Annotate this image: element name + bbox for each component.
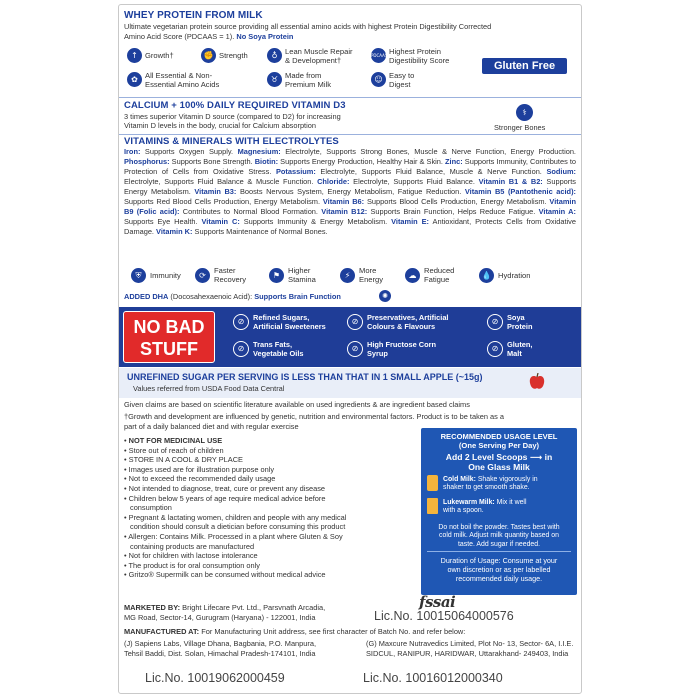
product-label-panel xyxy=(118,4,582,694)
no-bad-item-5 xyxy=(367,340,436,358)
whey-line-2 xyxy=(124,32,293,42)
lukewarm-milk-icon xyxy=(427,498,438,514)
whey-line-2-text: Amino Acid Score (PDCAAS = 1). xyxy=(124,32,235,41)
caution-text: Allergen: Contains Milk. Processed in a plant where Gluten & Soy xyxy=(128,531,343,541)
vit-value: Supports Immunity, Contributes to Protection of Cells from Oxidative Stress. xyxy=(124,157,577,176)
usage-duration-2: own discretion or as per labelled xyxy=(447,565,551,574)
no-bad-item-5-l2: Syrup xyxy=(367,349,388,358)
cold-milk-value-2: shaker to get smooth shake. xyxy=(443,484,530,492)
lukewarm-milk-key: Lukewarm Milk: xyxy=(443,499,495,506)
pdcaas-label-1: Highest Protein xyxy=(389,47,441,56)
usage-note-1: Do not boil the powder. Tastes best with xyxy=(438,524,560,531)
lukewarm-milk-text xyxy=(443,499,526,516)
vit-key: Vitamin C: xyxy=(201,217,240,226)
shield-icon: ⛨ xyxy=(131,268,146,283)
milk-label-1: Made from xyxy=(285,71,322,80)
manufactured-value: For Manufacturing Unit address, see first character of Batch No. and refer below: xyxy=(199,627,466,636)
apple-note: Values referred from USDA Food Data Central xyxy=(133,384,285,393)
marketed-by xyxy=(124,603,325,613)
caution-text: Gritzo® Supermilk can be consumed without medical advice xyxy=(128,570,326,580)
caution-text: Store out of reach of children xyxy=(128,445,224,455)
no-bad-item-4-l2: Vegetable Oils xyxy=(253,349,304,358)
amino-acids-icon: ✿ xyxy=(127,72,142,87)
vit-key: Magnesium: xyxy=(237,147,281,156)
amino-label-1: All Essential & Non- xyxy=(145,71,213,80)
vit-value: Supports Immunity & Energy Metabolism. xyxy=(239,217,392,226)
vit-value: Electrolyte, Supports Strong Bones, Muscle & Nerve Function, Energy Production. xyxy=(280,147,576,156)
caution-item: • Allergen: Contains Milk. Processed in a plant where Gluten & Soy containing products are manufactured xyxy=(124,531,343,551)
vit-key: Iron: xyxy=(124,147,141,156)
unit-g-line-1: (G) Maxcure Nutravedics Limited, Plot No- 13, Sector- 6A, I.I.E. xyxy=(366,639,574,648)
vit-key: Sodium: xyxy=(546,167,576,176)
caution-item: • The product is for oral consumption only xyxy=(124,560,260,570)
fssai-license-unit-j: Lic.No. 10019062000459 xyxy=(145,671,285,685)
benefit-recovery xyxy=(214,267,246,284)
vit-value: Supports Blood Cells Production, Energy Metabolism. xyxy=(364,197,550,206)
caution-text: The product is for oral consumption only xyxy=(128,560,260,570)
dha-line xyxy=(124,292,341,302)
vit-value: Contributes to Normal Blood Formation. xyxy=(179,207,322,216)
whey-line-1: Ultimate vegetarian protein source providing all essential amino acids with highest Protein Digestibility Corrected xyxy=(124,22,492,31)
caution-text: Pregnant & lactating women, children and people with any medical xyxy=(128,512,347,522)
caution-item: • Children below 5 years of age require medical advice before consumption xyxy=(124,493,326,513)
fatigue-label-1: Reduced xyxy=(424,266,455,275)
vit-key: Biotin: xyxy=(254,157,279,166)
fssai-license-marketer: Lic.No. 10015064000576 xyxy=(374,609,514,623)
caution-item: • Not to exceed the recommended daily usage xyxy=(124,474,276,484)
vit-value: Supports Maintenance of Normal Bones. xyxy=(192,227,328,236)
stamina-label-2: Stamina xyxy=(288,274,316,284)
vit-value: Supports Energy Metabolism. xyxy=(124,177,576,196)
no-bad-item-3-l1: Soya xyxy=(507,313,525,322)
no-sugar-icon: ⊘ xyxy=(233,314,249,330)
no-bad-item-3 xyxy=(507,313,532,331)
unit-g-line-2: SIDCUL, RANIPUR, HARIDWAR, Uttarakhand- 249403, India xyxy=(366,649,569,658)
whey-title: WHEY PROTEIN FROM MILK xyxy=(124,10,263,21)
no-bad-item-2-l2: Colours & Flavours xyxy=(367,322,436,331)
no-bad-item-2-l1: Preservatives, Artificial xyxy=(367,313,449,322)
vit-value: Electrolyte, Supports Fluid Balance, Muscle & Nerve Function. xyxy=(315,167,547,176)
milk-label-2: Premium Milk xyxy=(285,79,331,89)
stamina-label-1: Higher xyxy=(288,266,311,275)
vit-value: Electrolyte, Supports Fluid Balance & Muscle Function. xyxy=(124,177,318,186)
water-drop-icon: 💧 xyxy=(479,268,494,283)
vit-key: Chloride: xyxy=(317,177,350,186)
caution-text: Children below 5 years of age require medical advice before xyxy=(128,493,326,503)
usage-duration xyxy=(421,556,577,583)
vit-key: Vitamin B9 (Folic acid): xyxy=(124,197,576,216)
cow-milk-icon: ♉ xyxy=(267,72,282,87)
usage-duration-3: recommended daily usage. xyxy=(455,574,543,583)
amino-label-2: Essential Amino Acids xyxy=(145,79,220,89)
muscle-icon: ♁ xyxy=(267,48,282,63)
whey-icon-label-pdcaas xyxy=(389,48,449,65)
caution-item: • NOT FOR MEDICINAL USE xyxy=(124,436,223,445)
vit-key: Vitamin K: xyxy=(156,227,193,236)
caution-item: • Gritzo® Supermilk can be consumed without medical advice xyxy=(124,570,326,580)
vit-value: Supports Oxygen Supply. xyxy=(140,147,238,156)
usage-note-2: cold milk. Adjust milk quantity based on xyxy=(439,532,559,540)
no-soya-text: No Soya Protein xyxy=(236,32,294,41)
caution-list xyxy=(124,436,414,580)
manufactured-at xyxy=(124,627,465,637)
muscle-label-1: Lean Muscle Repair xyxy=(285,47,353,56)
strength-icon: ✊ xyxy=(201,48,216,63)
brain-icon: ✺ xyxy=(379,290,391,302)
calcium-line-2: Vitamin D levels in the body, crucial for Calcium absorption xyxy=(124,121,316,130)
vit-key: Vitamin B1 & B2: xyxy=(478,177,543,186)
digest-icon: ☺ xyxy=(371,72,386,87)
scoop-icon: ⟶ xyxy=(529,453,543,463)
calcium-title: CALCIUM + 100% DAILY REQUIRED VITAMIN D3 xyxy=(124,100,346,111)
no-bad-item-3-l2: Protein xyxy=(507,322,533,331)
usage-add-in: in xyxy=(544,452,553,462)
divider xyxy=(119,134,581,135)
caution-text-cont: condition should consult a dietician before consuming this product xyxy=(130,522,346,532)
usage-add-text: Add 2 Level Scoops xyxy=(445,452,528,462)
caution-item: • Images used are for illustration purpose only xyxy=(124,464,275,474)
caution-item: • Not for children with lactose intolerance xyxy=(124,551,258,561)
fssai-license-unit-g: Lic.No. 10016012000340 xyxy=(363,671,503,685)
vit-key: Vitamin B12: xyxy=(321,207,368,216)
caution-text-cont: consumption xyxy=(130,503,172,513)
whey-icon-label-muscle xyxy=(285,48,353,65)
vit-value: Antioxidant, Protects Cells from Oxidative Damage. xyxy=(124,217,576,236)
fatigue-icon: ☁ xyxy=(405,268,420,283)
caution-text: NOT FOR MEDICINAL USE xyxy=(128,436,223,445)
recommended-usage-box xyxy=(421,428,577,595)
no-bad-item-6 xyxy=(507,340,532,358)
no-bad-stuff-title xyxy=(123,311,215,363)
vit-value: Supports Energy Production, Healthy Hair & Skin. xyxy=(278,157,446,166)
unit-j-line-2: Tehsil Baddi, Dist. Solan, Himachal Pradesh-174101, India xyxy=(124,649,316,658)
marketed-key: MARKETED BY: xyxy=(124,603,181,612)
no-preservatives-icon: ⊘ xyxy=(347,314,363,330)
whey-icon-label-milk xyxy=(285,72,331,89)
recovery-label-2: Recovery xyxy=(214,274,247,284)
vit-key: Vitamin B5 (Pantothenic acid): xyxy=(464,187,576,196)
caution-item: • Not intended to diagnose, treat, cure or prevent any disease xyxy=(124,483,326,493)
unit-j-line-1: (J) Sapiens Labs, Village Dhana, Bagbania, P.O. Manpura, xyxy=(124,639,317,648)
no-bad-item-4-l1: Trans Fats, xyxy=(253,340,293,349)
gluten-free-badge: Gluten Free xyxy=(482,58,567,74)
muscle-label-2: & Development† xyxy=(285,55,342,65)
vit-value: Supports Brain Function, Helps Reduce Fatigue. xyxy=(367,207,539,216)
vit-value: Supports Bone Strength. xyxy=(169,157,255,166)
no-bad-item-4 xyxy=(253,340,304,358)
fatigue-label-2: Fatigue xyxy=(424,274,450,284)
whey-icon-label-strength: Strength xyxy=(219,51,248,60)
apple-icon xyxy=(529,373,545,391)
caution-text: Not intended to diagnose, treat, cure or prevent any disease xyxy=(128,483,326,493)
vit-value: Supports Eye Health. xyxy=(124,217,202,226)
usage-subtitle: (One Serving Per Day) xyxy=(458,441,540,450)
apple-title: UNREFINED SUGAR PER SERVING IS LESS THAN THAT IN 1 SMALL APPLE (~15g) xyxy=(127,372,483,382)
runner-icon: ⚑ xyxy=(269,268,284,283)
no-gluten-icon: ⊘ xyxy=(487,341,503,357)
sugar-apple-banner xyxy=(119,368,581,398)
usage-note-3: taste. Add sugar if needed. xyxy=(458,540,540,548)
benefit-hydration: Hydration xyxy=(498,271,531,280)
whey-icon-label-growth: Growth† xyxy=(145,51,174,60)
no-bad-item-5-l1: High Fructose Corn xyxy=(367,340,436,349)
no-bad-item-1-l1: Refined Sugars, xyxy=(253,313,310,322)
caution-text-cont: containing products are manufactured xyxy=(130,541,255,551)
vit-key: Vitamin B6: xyxy=(322,197,365,206)
divider xyxy=(119,97,581,98)
dha-key: ADDED DHA xyxy=(124,292,169,301)
caution-item: • Store out of reach of children xyxy=(124,445,224,455)
claims-line-1: Given claims are based on scientific literature available on used ingredients & are ingredient based claims xyxy=(124,400,470,409)
benefit-fatigue xyxy=(424,267,454,284)
usage-title: RECOMMENDED USAGE LEVEL xyxy=(440,432,558,441)
stronger-bones-label: Stronger Bones xyxy=(494,123,546,132)
vit-value: Electrolyte, Supports Fluid Balance. xyxy=(349,177,479,186)
no-bad-line-2: STUFF xyxy=(140,339,198,359)
no-bad-item-1 xyxy=(253,313,326,331)
no-hfcs-icon: ⊘ xyxy=(347,341,363,357)
no-bad-item-6-l1: Gluten, xyxy=(507,340,533,349)
caution-text: Images used are for illustration purpose only xyxy=(128,464,275,474)
vit-value: Boosts Nervous System, Energy Metabolism, Fatigue Reduction. xyxy=(236,187,465,196)
no-bad-item-2 xyxy=(367,313,448,331)
vit-key: Vitamin B3: xyxy=(194,187,237,196)
energy-label-1: More xyxy=(359,266,377,275)
whey-icon-label-digest xyxy=(389,72,414,89)
recovery-label-1: Faster xyxy=(214,266,236,275)
cold-milk-text xyxy=(443,476,538,493)
claims-line-2: †Growth and development are influenced by genetic, nutrition and environmental factors. Product is to be taken as a xyxy=(124,412,505,421)
no-trans-fat-icon: ⊘ xyxy=(233,341,249,357)
vit-key: Vitamin E: xyxy=(391,217,430,226)
bone-icon: ⚕ xyxy=(516,104,533,121)
dha-value: (Docosahexaenoic Acid): xyxy=(168,292,253,301)
vitamins-paragraph xyxy=(124,147,576,237)
whey-icon-label-amino xyxy=(145,72,219,89)
no-soya-icon: ⊘ xyxy=(487,314,503,330)
lukewarm-milk-value-2: with a spoon. xyxy=(443,507,484,515)
recovery-icon: ⟳ xyxy=(195,268,210,283)
benefit-immunity: Immunity xyxy=(150,271,181,280)
vit-key: Vitamin A: xyxy=(538,207,576,216)
no-bad-line-1: NO BAD xyxy=(133,317,205,337)
calcium-line-1: 3 times superior Vitamin D source (compared to D2) for increasing xyxy=(124,112,341,121)
growth-icon: ↑ xyxy=(127,48,142,63)
vit-key: Zinc: xyxy=(445,157,463,166)
no-bad-stuff-banner xyxy=(119,307,581,367)
benefit-stamina xyxy=(288,267,316,284)
marketed-value-1: Bright Lifecare Pvt. Ltd., Parsvnath Arcadia, xyxy=(180,603,326,612)
energy-label-2: Energy xyxy=(359,274,384,284)
claims-line-3: part of a daily balanced diet and with regular exercise xyxy=(124,422,299,431)
caution-text: Not to exceed the recommended daily usage xyxy=(128,474,276,484)
vit-key: Potassium: xyxy=(275,167,316,176)
marketed-address: MG Road, Sector-14, Gurugram (Haryana) - 122001, India xyxy=(124,613,316,622)
caution-text: STORE IN A COOL & DRY PLACE xyxy=(128,455,243,465)
vit-value: Supports Red Blood Cells Production, Energy Metabolism. xyxy=(124,197,323,206)
benefit-energy xyxy=(359,267,383,284)
usage-duration-1: Duration of Usage: Consume at your xyxy=(440,556,558,565)
pdcaas-icon: PDCAAS xyxy=(371,48,386,63)
caution-item: • STORE IN A COOL & DRY PLACE xyxy=(124,455,243,465)
no-bad-item-1-l2: Artificial Sweeteners xyxy=(253,322,326,331)
usage-divider xyxy=(427,551,571,552)
pdcaas-label-2: Digestibility Score xyxy=(389,55,450,65)
dha-benefit: Supports Brain Function xyxy=(252,292,341,301)
cold-milk-key: Cold Milk: xyxy=(443,476,476,483)
fssai-logo: fssai xyxy=(419,593,456,611)
digest-label-1: Easy to xyxy=(389,71,415,80)
lukewarm-milk-value: Mix it well xyxy=(494,499,527,506)
vitamins-title: VITAMINS & MINERALS WITH ELECTROLYTES xyxy=(124,136,339,147)
usage-note xyxy=(421,524,577,549)
caution-item: • Pregnant & lactating women, children and people with any medical condition should consult a dietician before consuming this product xyxy=(124,512,347,532)
no-bad-item-6-l2: Malt xyxy=(507,349,522,358)
manufactured-key: MANUFACTURED AT: xyxy=(124,627,200,636)
usage-add-line-2: One Glass Milk xyxy=(468,462,530,472)
caution-text: Not for children with lactose intolerance xyxy=(128,551,258,561)
cold-milk-icon xyxy=(427,475,438,491)
digest-label-2: Digest xyxy=(389,79,411,89)
vit-key: Phosphorus: xyxy=(124,157,170,166)
cold-milk-value: Shake vigorously in xyxy=(475,476,538,483)
energy-icon: ⚡ xyxy=(340,268,355,283)
